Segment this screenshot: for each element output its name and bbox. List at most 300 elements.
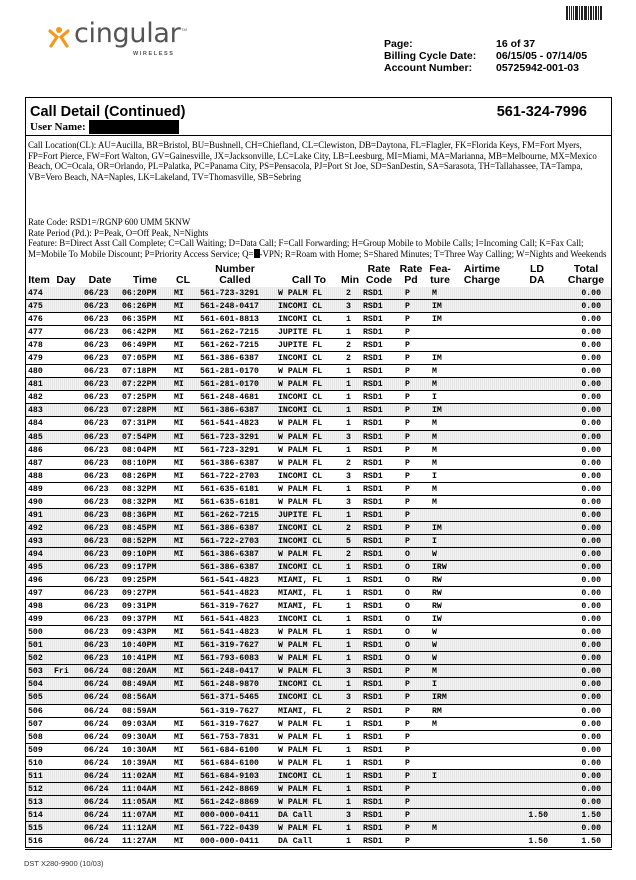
cell-time: 10:30AM bbox=[122, 745, 157, 755]
cell-min: 1 bbox=[346, 419, 351, 429]
cell-feature: W bbox=[432, 549, 437, 559]
cell-cl: MI bbox=[174, 654, 184, 664]
table-row bbox=[26, 535, 611, 548]
cell-item: 508 bbox=[28, 732, 43, 742]
account-meta bbox=[384, 38, 587, 74]
cell-cl: MI bbox=[174, 432, 184, 442]
cell-rate-code: RSD1 bbox=[363, 549, 383, 559]
cell-date: 06/24 bbox=[84, 680, 109, 690]
cell-number-called: 561-753-7831 bbox=[200, 732, 259, 742]
cell-date: 06/23 bbox=[84, 432, 109, 442]
cell-min: 1 bbox=[346, 367, 351, 377]
cell-number-called: 561-319-7627 bbox=[200, 602, 259, 612]
cell-rate-code: RSD1 bbox=[363, 628, 383, 638]
cell-total-charge: 0.00 bbox=[581, 589, 601, 599]
cell-min: 1 bbox=[346, 732, 351, 742]
cell-item: 501 bbox=[28, 641, 43, 651]
cell-min: 1 bbox=[346, 758, 351, 768]
cell-rate-pd: P bbox=[405, 732, 410, 742]
cell-call-to: W PALM FL bbox=[278, 484, 323, 494]
cell-item: 478 bbox=[28, 341, 43, 351]
feature-legend-a: Feature: B=Direct Asst Call Complete; C=Call Waiting; D=Data Call; F=Call Forwarding; H=Group Mobile to Mobile Calls; I=Incoming Call; K=Fax Call; M=Mobile To Mobile Discount; P=Priority Access Service; Q= bbox=[28, 238, 584, 260]
cell-call-to: MIAMI, FL bbox=[278, 602, 323, 612]
cell-number-called: 561-722-2703 bbox=[200, 536, 259, 546]
section-title: Call Detail (Continued) bbox=[30, 104, 186, 120]
cell-min: 2 bbox=[346, 523, 351, 533]
cell-time: 07:54PM bbox=[122, 432, 157, 442]
cell-time: 09:37PM bbox=[122, 615, 157, 625]
cell-time: 07:22PM bbox=[122, 380, 157, 390]
cell-item: 474 bbox=[28, 289, 43, 298]
cell-rate-pd: P bbox=[405, 823, 410, 833]
cell-time: 11:05AM bbox=[122, 797, 157, 807]
cell-rate-pd: P bbox=[405, 328, 410, 338]
cell-rate-code: RSD1 bbox=[363, 836, 383, 846]
cell-rate-code: RSD1 bbox=[363, 758, 383, 768]
cell-call-to: W PALM FL bbox=[278, 667, 323, 677]
cell-cl: MI bbox=[174, 458, 184, 468]
table-row bbox=[26, 718, 611, 731]
cell-rate-pd: O bbox=[405, 628, 410, 638]
cell-call-to: JUPITE FL bbox=[278, 510, 323, 520]
cell-min: 3 bbox=[346, 667, 351, 677]
cell-rate-code: RSD1 bbox=[363, 693, 383, 703]
cell-call-to: DA Call bbox=[278, 836, 313, 846]
cell-total-charge: 0.00 bbox=[581, 510, 601, 520]
cell-rate-code: RSD1 bbox=[363, 419, 383, 429]
cell-total-charge: 0.00 bbox=[581, 458, 601, 468]
col-rate-code: Rate Code bbox=[365, 263, 393, 286]
cell-cl: MI bbox=[174, 536, 184, 546]
cell-rate-pd: O bbox=[405, 654, 410, 664]
cell-item: 509 bbox=[28, 745, 43, 755]
cell-total-charge: 0.00 bbox=[581, 406, 601, 416]
cell-number-called: 561-281-0170 bbox=[200, 380, 259, 390]
billing-value: 06/15/05 - 07/14/05 bbox=[496, 50, 588, 62]
col-call-to: Call To bbox=[291, 274, 327, 286]
cell-rate-code: RSD1 bbox=[363, 823, 383, 833]
cell-number-called: 561-386-6387 bbox=[200, 354, 259, 364]
cell-rate-pd: O bbox=[405, 576, 410, 586]
cell-time: 11:07AM bbox=[122, 810, 157, 820]
cell-min: 1 bbox=[346, 771, 351, 781]
cell-rate-pd: P bbox=[405, 536, 410, 546]
cell-call-to: W PALM FL bbox=[278, 367, 323, 377]
cell-date: 06/23 bbox=[84, 654, 109, 664]
cell-total-charge: 0.00 bbox=[581, 602, 601, 612]
cell-feature: IRM bbox=[432, 693, 447, 703]
cell-cl: MI bbox=[174, 341, 184, 351]
cell-time: 11:04AM bbox=[122, 784, 157, 794]
cell-rate-pd: P bbox=[405, 458, 410, 468]
cell-call-to: MIAMI, FL bbox=[278, 576, 323, 586]
cell-time: 11:02AM bbox=[122, 771, 157, 781]
table-row bbox=[26, 326, 611, 339]
col-rate-pd: Rate Pd bbox=[399, 263, 423, 286]
feature-legend bbox=[28, 238, 608, 259]
cell-rate-pd: P bbox=[405, 445, 410, 455]
cell-call-to: MIAMI, FL bbox=[278, 589, 323, 599]
table-row bbox=[26, 313, 611, 326]
table-row bbox=[26, 417, 611, 430]
cell-number-called: 561-541-4823 bbox=[200, 589, 259, 599]
cell-item: 475 bbox=[28, 302, 43, 312]
cell-total-charge: 0.00 bbox=[581, 758, 601, 768]
cell-rate-code: RSD1 bbox=[363, 732, 383, 742]
cell-cl: MI bbox=[174, 315, 184, 325]
table-row bbox=[26, 835, 611, 848]
cell-feature: M bbox=[432, 719, 437, 729]
cell-total-charge: 0.00 bbox=[581, 797, 601, 807]
cell-min: 1 bbox=[346, 576, 351, 586]
call-detail-section bbox=[25, 97, 612, 848]
cell-time: 10:39AM bbox=[122, 758, 157, 768]
cell-rate-code: RSD1 bbox=[363, 458, 383, 468]
cell-rate-code: RSD1 bbox=[363, 510, 383, 520]
cell-date: 06/23 bbox=[84, 484, 109, 494]
cell-rate-code: RSD1 bbox=[363, 315, 383, 325]
cell-number-called: 561-386-6387 bbox=[200, 549, 259, 559]
cell-call-to: W PALM FL bbox=[278, 432, 323, 442]
table-row bbox=[26, 639, 611, 652]
col-airtime-charge: Airtime Charge bbox=[463, 263, 501, 286]
cell-rate-code: RSD1 bbox=[363, 745, 383, 755]
cell-cl: MI bbox=[174, 497, 184, 507]
table-row bbox=[26, 522, 611, 535]
cell-min: 3 bbox=[346, 693, 351, 703]
cell-rate-pd: P bbox=[405, 706, 410, 716]
cell-date: 06/23 bbox=[84, 380, 109, 390]
cell-rate-code: RSD1 bbox=[363, 445, 383, 455]
table-row bbox=[26, 431, 611, 444]
table-row bbox=[26, 391, 611, 404]
cell-number-called: 561-319-7627 bbox=[200, 706, 259, 716]
cell-date: 06/23 bbox=[84, 406, 109, 416]
cell-date: 06/24 bbox=[84, 693, 109, 703]
cell-feature: M bbox=[432, 419, 437, 429]
cell-call-to: W PALM FL bbox=[278, 419, 323, 429]
table-row bbox=[26, 587, 611, 600]
cell-min: 1 bbox=[346, 797, 351, 807]
cell-min: 1 bbox=[346, 510, 351, 520]
cell-time: 08:56AM bbox=[122, 693, 157, 703]
cell-call-to: INCOMI CL bbox=[278, 393, 323, 403]
cell-item: 503 bbox=[28, 667, 43, 677]
cell-feature: M bbox=[432, 380, 437, 390]
cell-rate-code: RSD1 bbox=[363, 706, 383, 716]
section-header bbox=[26, 98, 611, 136]
cell-number-called: 561-722-0439 bbox=[200, 823, 259, 833]
cell-cl: MI bbox=[174, 771, 184, 781]
cell-item: 502 bbox=[28, 654, 43, 664]
cell-rate-code: RSD1 bbox=[363, 667, 383, 677]
cell-total-charge: 0.00 bbox=[581, 615, 601, 625]
cell-item: 487 bbox=[28, 458, 43, 468]
billing-cycle bbox=[384, 50, 587, 62]
cell-item: 514 bbox=[28, 810, 43, 820]
cell-min: 1 bbox=[346, 719, 351, 729]
cell-call-to: W PALM FL bbox=[278, 823, 323, 833]
cell-total-charge: 0.00 bbox=[581, 693, 601, 703]
cell-time: 06:42PM bbox=[122, 328, 157, 338]
cell-rate-code: RSD1 bbox=[363, 393, 383, 403]
cell-number-called: 561-386-6387 bbox=[200, 458, 259, 468]
cell-time: 08:32PM bbox=[122, 497, 157, 507]
cell-min: 1 bbox=[346, 628, 351, 638]
cell-total-charge: 0.00 bbox=[581, 354, 601, 364]
billing-label: Billing Cycle Date: bbox=[384, 50, 477, 62]
table-row bbox=[26, 574, 611, 587]
cell-time: 07:18PM bbox=[122, 367, 157, 377]
cell-min: 1 bbox=[346, 680, 351, 690]
col-day: Day bbox=[56, 274, 76, 286]
cell-date: 06/23 bbox=[84, 576, 109, 586]
cell-total-charge: 0.00 bbox=[581, 380, 601, 390]
cell-call-to: INCOMI CL bbox=[278, 406, 323, 416]
cell-time: 09:10PM bbox=[122, 549, 157, 559]
cell-number-called: 561-248-4681 bbox=[200, 393, 259, 403]
cell-total-charge: 0.00 bbox=[581, 576, 601, 586]
cell-min: 1 bbox=[346, 823, 351, 833]
table-row bbox=[26, 509, 611, 522]
table-row bbox=[26, 378, 611, 391]
cell-call-to: JUPITE FL bbox=[278, 341, 323, 351]
cell-rate-code: RSD1 bbox=[363, 641, 383, 651]
cell-rate-code: RSD1 bbox=[363, 367, 383, 377]
cell-call-to: W PALM FL bbox=[278, 458, 323, 468]
cell-rate-code: RSD1 bbox=[363, 406, 383, 416]
cell-min: 2 bbox=[346, 289, 351, 298]
cell-rate-code: RSD1 bbox=[363, 589, 383, 599]
cell-number-called: 561-386-6387 bbox=[200, 406, 259, 416]
cell-total-charge: 1.50 bbox=[581, 810, 601, 820]
cell-total-charge: 0.00 bbox=[581, 549, 601, 559]
cell-rate-code: RSD1 bbox=[363, 471, 383, 481]
cell-item: 496 bbox=[28, 576, 43, 586]
cell-item: 498 bbox=[28, 602, 43, 612]
table-row bbox=[26, 483, 611, 496]
cell-feature: M bbox=[432, 432, 437, 442]
cell-item: 506 bbox=[28, 706, 43, 716]
cell-total-charge: 0.00 bbox=[581, 471, 601, 481]
cell-cl: MI bbox=[174, 302, 184, 312]
cell-cl: MI bbox=[174, 354, 184, 364]
cell-number-called: 561-541-4823 bbox=[200, 576, 259, 586]
cell-feature: IM bbox=[432, 302, 442, 312]
cell-rate-pd: O bbox=[405, 602, 410, 612]
cell-date: 06/23 bbox=[84, 615, 109, 625]
cell-cl: MI bbox=[174, 758, 184, 768]
cell-date: 06/24 bbox=[84, 823, 109, 833]
cell-number-called: 561-723-3291 bbox=[200, 289, 259, 298]
cell-rate-pd: P bbox=[405, 289, 410, 298]
cell-time: 10:40PM bbox=[122, 641, 157, 651]
cell-item: 499 bbox=[28, 615, 43, 625]
cell-date: 06/23 bbox=[84, 445, 109, 455]
cell-rate-pd: P bbox=[405, 393, 410, 403]
cell-total-charge: 0.00 bbox=[581, 654, 601, 664]
cell-time: 06:35PM bbox=[122, 315, 157, 325]
cell-feature: M bbox=[432, 367, 437, 377]
cell-time: 08:04PM bbox=[122, 445, 157, 455]
call-location-legend: Call Location(CL): AU=Aucilla, BR=Bristol, BU=Bushnell, CH=Chiefland, CL=Clewiston, DB=Daytona, FL=Flagler, FK=Florida Keys, FM=Fort Myers, FP=Fort Pierce, FW=Fort Walton, GV=Gainesville, JX=Jacksonville, LC=Lake City, LB=Leesburg, MI=Miami, MA=Marianna, MB=Melbourne, MX=Mexico Beach, OC=Ocala, OR=Orlando, PL=Palatka, PC=Panama City, PS=Pensacola, PJ=Port St Joe, SD=SanDestin, SA=Sarasota, TH=Tallahassee, TA=Tampa, VB=Vero Beach, NA=Naples, LK=Lakeland, TV=Thomasville, SB=Sebring bbox=[28, 140, 597, 183]
cell-total-charge: 0.00 bbox=[581, 341, 601, 351]
cell-rate-pd: P bbox=[405, 797, 410, 807]
cell-date: 06/24 bbox=[84, 797, 109, 807]
cell-cl: MI bbox=[174, 628, 184, 638]
cell-item: 512 bbox=[28, 784, 43, 794]
cell-rate-pd: P bbox=[405, 771, 410, 781]
cell-min: 1 bbox=[346, 836, 351, 846]
cell-number-called: 561-635-6181 bbox=[200, 497, 259, 507]
cell-total-charge: 0.00 bbox=[581, 536, 601, 546]
cell-time: 08:32PM bbox=[122, 484, 157, 494]
cingular-jack-icon bbox=[48, 26, 70, 48]
cell-feature: RW bbox=[432, 602, 442, 612]
cell-feature: IM bbox=[432, 406, 442, 416]
table-row bbox=[26, 404, 611, 417]
cell-date: 06/23 bbox=[84, 471, 109, 481]
cell-total-charge: 0.00 bbox=[581, 497, 601, 507]
cell-day: Fri bbox=[54, 667, 69, 677]
rate-code-legend: Rate Code: RSD1=/RGNP 600 UMM 5KNW bbox=[28, 217, 191, 227]
table-row bbox=[26, 796, 611, 809]
cell-item: 490 bbox=[28, 497, 43, 507]
cell-date: 06/24 bbox=[84, 836, 109, 846]
cell-rate-pd: P bbox=[405, 380, 410, 390]
cell-item: 507 bbox=[28, 719, 43, 729]
table-row bbox=[26, 822, 611, 835]
cell-item: 497 bbox=[28, 589, 43, 599]
cell-rate-code: RSD1 bbox=[363, 576, 383, 586]
cell-min: 1 bbox=[346, 589, 351, 599]
cell-rate-pd: P bbox=[405, 302, 410, 312]
cell-rate-pd: P bbox=[405, 510, 410, 520]
cell-total-charge: 0.00 bbox=[581, 445, 601, 455]
cell-ld-da: 1.50 bbox=[528, 810, 548, 820]
cell-min: 3 bbox=[346, 302, 351, 312]
cell-min: 2 bbox=[346, 341, 351, 351]
cell-cl: MI bbox=[174, 367, 184, 377]
cell-call-to: MIAMI, FL bbox=[278, 706, 323, 716]
cell-number-called: 561-242-8869 bbox=[200, 784, 259, 794]
table-row bbox=[26, 613, 611, 626]
cell-item: 486 bbox=[28, 445, 43, 455]
cell-min: 3 bbox=[346, 497, 351, 507]
cell-date: 06/23 bbox=[84, 393, 109, 403]
cell-total-charge: 0.00 bbox=[581, 523, 601, 533]
cell-cl: MI bbox=[174, 667, 184, 677]
cell-min: 1 bbox=[346, 380, 351, 390]
rate-period-legend: Rate Period (Pd.): P=Peak, O=Off Peak, N=Nights bbox=[28, 227, 209, 238]
cell-total-charge: 0.00 bbox=[581, 432, 601, 442]
cell-total-charge: 0.00 bbox=[581, 680, 601, 690]
cell-time: 09:31PM bbox=[122, 602, 157, 612]
cell-date: 06/24 bbox=[84, 706, 109, 716]
cell-feature: RM bbox=[432, 706, 442, 716]
cell-rate-pd: P bbox=[405, 419, 410, 429]
cell-rate-code: RSD1 bbox=[363, 484, 383, 494]
cell-total-charge: 0.00 bbox=[581, 328, 601, 338]
cell-call-to: W PALM FL bbox=[278, 497, 323, 507]
cell-date: 06/23 bbox=[84, 562, 109, 572]
cell-item: 513 bbox=[28, 797, 43, 807]
cell-rate-code: RSD1 bbox=[363, 771, 383, 781]
cell-number-called: 561-319-7627 bbox=[200, 719, 259, 729]
cell-feature: M bbox=[432, 445, 437, 455]
cell-number-called: 561-541-4823 bbox=[200, 615, 259, 625]
cell-rate-pd: P bbox=[405, 758, 410, 768]
table-row bbox=[26, 300, 611, 313]
cell-time: 08:20AM bbox=[122, 667, 157, 677]
cell-number-called: 561-601-8813 bbox=[200, 315, 259, 325]
cell-item: 480 bbox=[28, 367, 43, 377]
cell-time: 06:49PM bbox=[122, 341, 157, 351]
cell-rate-code: RSD1 bbox=[363, 536, 383, 546]
cell-time: 08:52PM bbox=[122, 536, 157, 546]
cell-rate-code: RSD1 bbox=[363, 680, 383, 690]
cell-call-to: INCOMI CL bbox=[278, 771, 323, 781]
cell-item: 489 bbox=[28, 484, 43, 494]
cell-cl: MI bbox=[174, 471, 184, 481]
cell-date: 06/23 bbox=[84, 419, 109, 429]
page-label: Page: bbox=[384, 38, 413, 50]
table-row bbox=[26, 496, 611, 509]
cell-total-charge: 0.00 bbox=[581, 419, 601, 429]
cell-rate-pd: P bbox=[405, 745, 410, 755]
cell-rate-pd: P bbox=[405, 836, 410, 846]
form-footer: DST X280-9900 (10/03) bbox=[24, 859, 104, 868]
table-row bbox=[26, 757, 611, 770]
cell-date: 06/23 bbox=[84, 549, 109, 559]
cell-rate-code: RSD1 bbox=[363, 562, 383, 572]
cell-item: 515 bbox=[28, 823, 43, 833]
cell-item: 510 bbox=[28, 758, 43, 768]
table-bottom-rule bbox=[25, 849, 612, 850]
col-number-called: Number Called bbox=[215, 263, 255, 286]
user-name-redacted bbox=[89, 120, 179, 134]
cell-item: 516 bbox=[28, 836, 43, 846]
cell-number-called: 561-541-4823 bbox=[200, 628, 259, 638]
cell-feature: M bbox=[432, 497, 437, 507]
cell-number-called: 561-262-7215 bbox=[200, 510, 259, 520]
cell-time: 07:25PM bbox=[122, 393, 157, 403]
cell-cl: MI bbox=[174, 810, 184, 820]
cell-feature: IW bbox=[432, 615, 442, 625]
cell-rate-pd: P bbox=[405, 693, 410, 703]
cell-date: 06/24 bbox=[84, 771, 109, 781]
cell-call-to: W PALM FL bbox=[278, 797, 323, 807]
cell-feature: M bbox=[432, 667, 437, 677]
table-row bbox=[26, 809, 611, 822]
cell-total-charge: 0.00 bbox=[581, 732, 601, 742]
logo-trademark: TM bbox=[181, 27, 187, 32]
cell-number-called: 561-386-6387 bbox=[200, 523, 259, 533]
cell-date: 06/24 bbox=[84, 758, 109, 768]
cell-cl: MI bbox=[174, 719, 184, 729]
cell-date: 06/24 bbox=[84, 810, 109, 820]
cell-date: 06/23 bbox=[84, 536, 109, 546]
cell-rate-code: RSD1 bbox=[363, 810, 383, 820]
cell-total-charge: 0.00 bbox=[581, 667, 601, 677]
cell-cl: MI bbox=[174, 393, 184, 403]
cell-item: 488 bbox=[28, 471, 43, 481]
cell-cl: MI bbox=[174, 419, 184, 429]
cell-call-to: W PALM FL bbox=[278, 549, 323, 559]
cell-call-to: INCOMI CL bbox=[278, 693, 323, 703]
cell-rate-code: RSD1 bbox=[363, 602, 383, 612]
cell-call-to: INCOMI CL bbox=[278, 315, 323, 325]
